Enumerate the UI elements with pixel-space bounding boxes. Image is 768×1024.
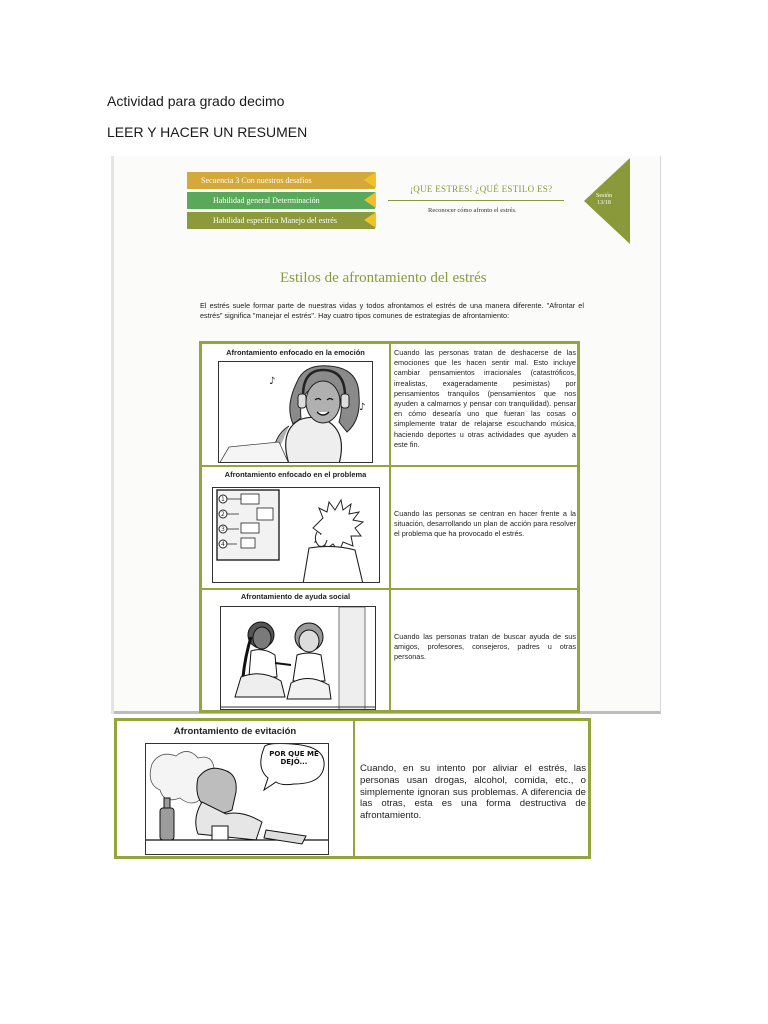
- board-step-1: 1: [221, 496, 225, 503]
- boy-planning-board-illustration: [212, 487, 380, 583]
- coping-styles-table: [199, 341, 580, 713]
- style-cell-problem: [201, 466, 390, 589]
- tag-sequence: [187, 172, 375, 189]
- style-description-social: [390, 589, 578, 711]
- avoidance-style-table: [114, 718, 591, 859]
- tag-arrow-icon: [364, 192, 376, 208]
- svg-text:♪: ♪: [269, 376, 276, 387]
- style-description-avoidance: [354, 720, 589, 857]
- two-friends-talking-illustration: [220, 606, 376, 710]
- boy-planning-board-icon: [213, 488, 380, 583]
- style-cell-social: [201, 589, 390, 711]
- board-step-4: 4: [221, 541, 225, 548]
- girl-with-headphones-illustration: [218, 361, 373, 463]
- page-heading-instruction: LEER Y HACER UN RESUMEN: [107, 124, 308, 140]
- girl-with-headphones-icon: [219, 362, 373, 463]
- tag-sequence-label: Secuencia 3 Con nuestros desafíos: [201, 176, 312, 185]
- tag-specific-skill: [187, 212, 375, 229]
- tag-arrow-icon: [364, 212, 376, 228]
- style-cell-emotion: [201, 343, 390, 466]
- style-text-problem: Cuando las personas se centran en hacer frente a la situación, desarrollando un plan de acción para resolver el problema que ha provocado el estrés.: [394, 509, 576, 539]
- tag-general-skill: [187, 192, 375, 209]
- page-heading-activity: Actividad para grado decimo: [107, 93, 285, 109]
- speech-bubble-text: POR QUÉ ME DEJÓ...: [269, 750, 319, 766]
- worksheet-header-subtitle: Reconocer cómo afronto el estrés.: [428, 207, 517, 214]
- tag-general-skill-label: Habilidad general Determinación: [213, 196, 320, 205]
- tag-arrow-icon: [364, 172, 376, 188]
- worksheet-header-title: ¡QUE ESTRES! ¿QUÉ ESTILO ES?: [410, 184, 553, 194]
- worksheet-intro: El estrés suele formar parte de nuestras vidas y todos afrontamos el estrés de una manera diferente. "Afrontar el estrés" significa "manejar el estrés". Hay cuatro tipos comunes de estrategias de afrontamiento:: [200, 301, 584, 320]
- style-title-problem: Afrontamiento enfocado en el problema: [224, 470, 367, 479]
- style-title-social: Afrontamiento de ayuda social: [240, 592, 351, 601]
- style-description-emotion: [390, 343, 578, 466]
- style-text-emotion: Cuando las personas tratan de deshacerse de las emociones que les hacen sentir mal. Esto incluye cambiar pensamientos irracionales (catastróficos, irrealistas, exageradamente pesimistas) por pensamientos tranquilos (pensamientos que nos ayuden a calmarnos y pensar con tranquilidad). pensar en cómo desearía uno que fueran las cosas o simplemente tratar de relajarse escuchando música, haciendo deportes u otras actividades que ayuden a este fin.: [394, 348, 576, 449]
- tag-specific-skill-label: Habilidad específica Manejo del estrés: [213, 216, 337, 225]
- worksheet-title: Estilos de afrontamiento del estrés: [280, 270, 487, 286]
- person-at-bar-illustration: [145, 743, 329, 855]
- board-step-3: 3: [221, 526, 225, 533]
- scan-edge: [111, 156, 114, 714]
- session-label: Sesión 13/18: [595, 193, 612, 206]
- svg-text:♪: ♪: [359, 402, 366, 413]
- style-text-social: Cuando las personas tratan de buscar ayuda de sus amigos, profesores, consejeros, padres u otras personas.: [394, 632, 576, 662]
- person-at-bar-icon: [146, 744, 329, 855]
- style-title-avoidance: Afrontamiento de evitación: [173, 726, 297, 737]
- style-description-problem: [390, 466, 578, 589]
- header-divider: [388, 200, 564, 201]
- board-step-2: 2: [221, 511, 225, 518]
- two-friends-talking-icon: [221, 607, 376, 710]
- style-title-emotion: Afrontamiento enfocado en la emoción: [226, 348, 365, 357]
- style-cell-avoidance: [116, 720, 354, 857]
- style-text-avoidance: Cuando, en su intento por aliviar el estrés, las personas usan drogas, alcohol, comida, etc., o simplemente ignoran sus problemas. A diferencia de las otras, esta es una forma destructiva de afrontamiento.: [360, 763, 586, 822]
